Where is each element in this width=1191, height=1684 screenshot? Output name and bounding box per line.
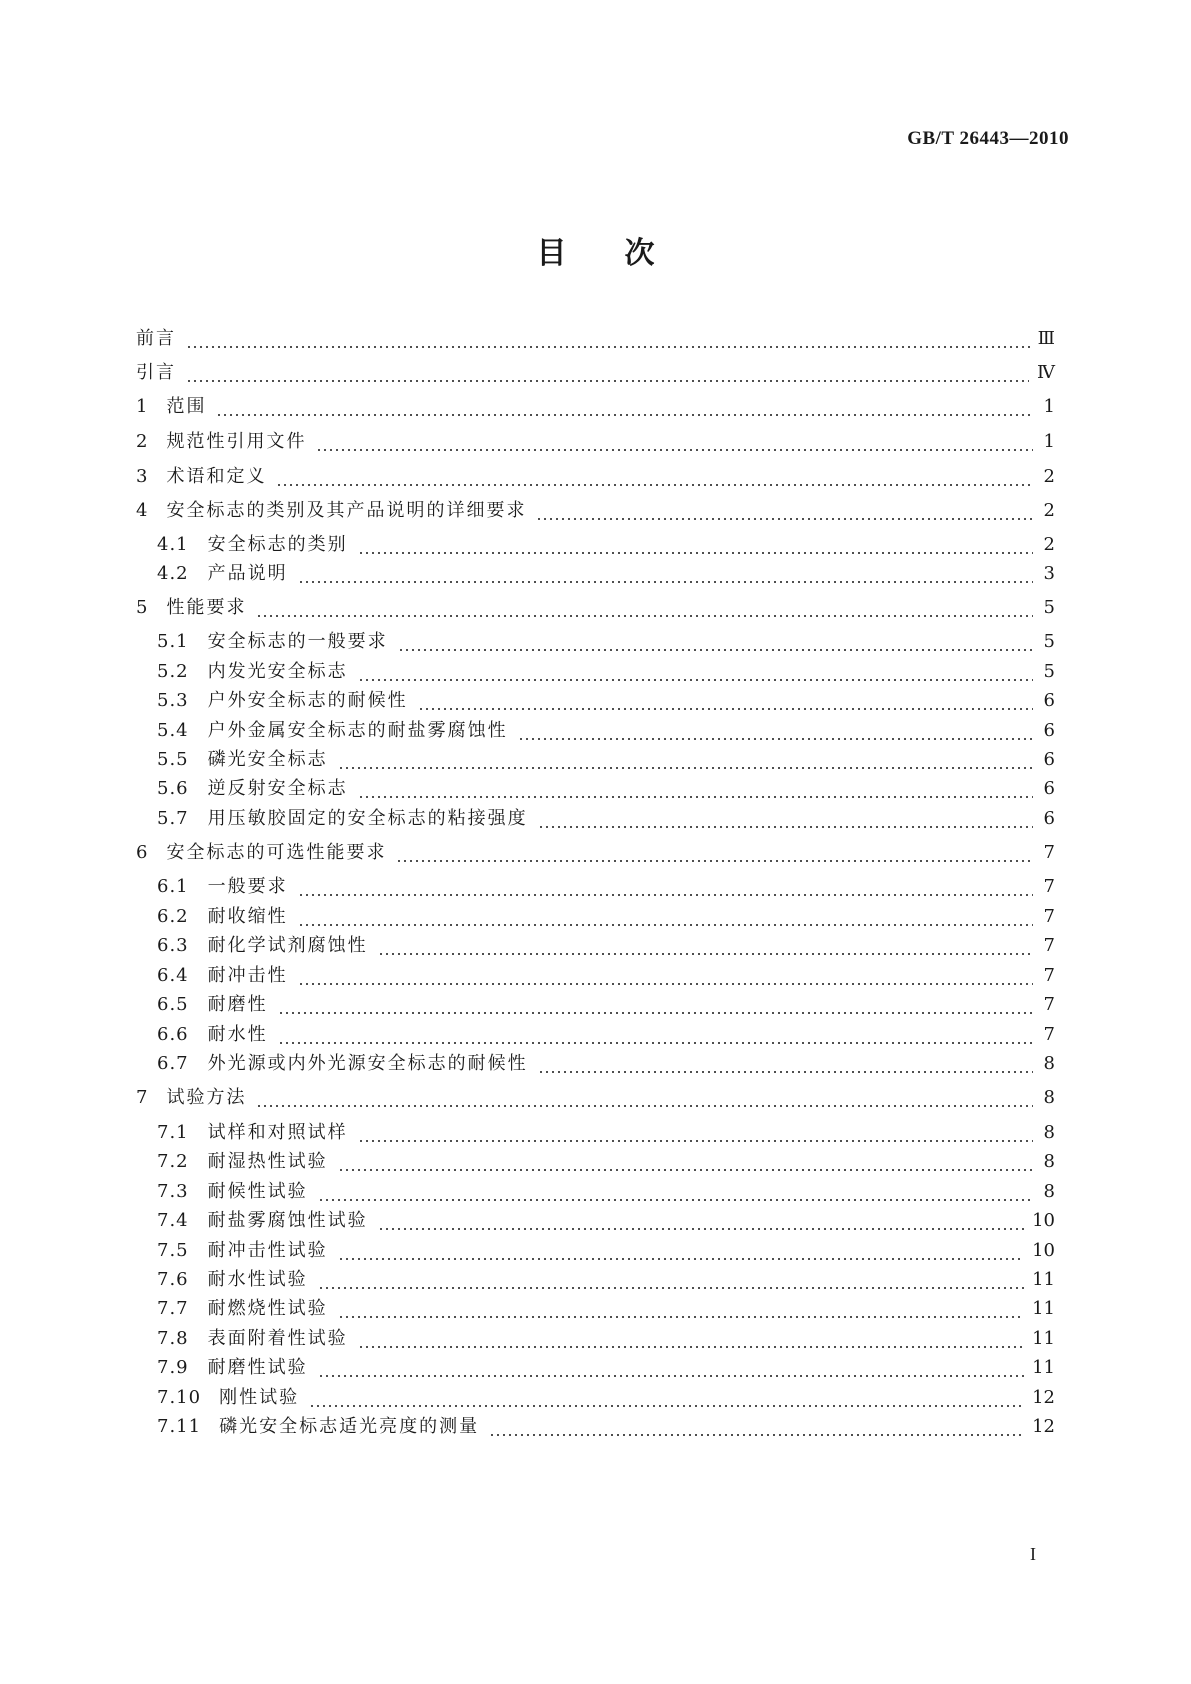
toc-page-number: 8 [1043,1053,1055,1074]
toc-section-number: 7.3 [157,1181,189,1202]
toc-page-number: 7 [1043,965,1055,986]
toc-section-title: 磷光安全标志 [207,749,328,770]
toc-dot-leader [338,1158,1033,1172]
toc-dot-leader [278,1031,1033,1045]
toc-section-title: 安全标志的类别及其产品说明的详细要求 [166,500,527,521]
toc-page-number: 6 [1043,749,1055,770]
toc-page-number: 6 [1043,778,1055,799]
toc-section-number: 5.6 [157,778,189,799]
toc-dot-leader [378,942,1033,956]
toc-section-number: 2 [136,431,149,452]
toc-page-number: 7 [1043,994,1055,1015]
toc-dot-leader [298,972,1033,986]
toc-page-number: 1 [1043,431,1055,452]
toc-page-number: 7 [1043,906,1055,927]
toc-dot-leader [536,507,1033,521]
toc-section-number: 7.7 [157,1298,189,1319]
toc-section-title: 表面附着性试验 [207,1328,348,1349]
toc-section-number: 7 [136,1087,149,1108]
toc-section-number: 5 [136,597,149,618]
toc-section-number: 5.2 [157,661,189,682]
toc-entry[interactable] [157,718,1055,744]
toc-section-title: 耐水性试验 [207,1269,308,1290]
toc-page-number: 7 [1043,935,1055,956]
toc-dot-leader [186,369,1029,383]
toc-section-number: 6.3 [157,935,189,956]
toc-section-title: 引言 [136,362,176,383]
toc-page-number: 6 [1043,690,1055,711]
toc-section-title: 范围 [166,396,207,417]
toc-dot-leader [378,1217,1024,1231]
toc-dot-leader [316,438,1033,452]
toc-entry[interactable] [157,659,1055,685]
toc-entry[interactable] [136,326,1055,352]
toc-section-title: 规范性引用文件 [166,431,307,452]
toc-page-number: 7 [1043,1024,1055,1045]
toc-page-number: 8 [1043,1181,1055,1202]
toc-entry[interactable] [136,360,1055,386]
toc-dot-leader [338,756,1033,770]
toc-page-number: 11 [1032,1269,1055,1290]
toc-section-number: 6.2 [157,906,189,927]
toc-section-title: 耐燃烧性试验 [207,1298,328,1319]
toc-page-number: 8 [1043,1151,1055,1172]
toc-dot-leader [418,697,1033,711]
toc-page-number: 6 [1043,720,1055,741]
toc-dot-leader [318,1188,1033,1202]
toc-entry[interactable] [157,1267,1055,1293]
toc-page-number: 5 [1043,661,1055,682]
toc-dot-leader [216,403,1033,417]
toc-dot-leader [256,1094,1033,1108]
toc-section-number: 7.2 [157,1151,189,1172]
toc-entry[interactable] [157,904,1055,930]
toc-section-title: 安全标志的可选性能要求 [166,842,387,863]
toc-page-number: 8 [1043,1087,1055,1108]
toc-section-title: 刚性试验 [219,1387,300,1408]
toc-dot-leader [298,883,1033,897]
toc-section-title: 外光源或内外光源安全标志的耐候性 [207,1053,528,1074]
toc-page-number: 7 [1043,842,1055,863]
toc-section-title: 安全标志的一般要求 [207,631,388,652]
toc-entry[interactable] [157,776,1055,802]
toc-section-number: 1 [136,396,149,417]
toc-entry[interactable] [157,1238,1055,1264]
toc-page-number: 1 [1043,396,1055,417]
toc-page-number: 12 [1032,1416,1055,1437]
toc-section-title: 用压敏胶固定的安全标志的粘接强度 [207,808,528,829]
toc-dot-leader [318,1276,1024,1290]
toc-dot-leader [518,727,1033,741]
toc-entry[interactable] [157,1385,1055,1411]
toc-entry[interactable] [136,1085,1055,1111]
toc-entry[interactable] [157,688,1055,714]
toc-dot-leader [256,604,1033,618]
toc-section-title: 内发光安全标志 [207,661,348,682]
toc-dot-leader [538,815,1033,829]
toc-section-number: 7.5 [157,1240,189,1261]
toc-section-title: 安全标志的类别 [207,534,348,555]
toc-section-number: 6.4 [157,965,189,986]
toc-section-number: 5.5 [157,749,189,770]
toc-dot-leader [278,1001,1033,1015]
toc-section-number: 7.10 [157,1387,202,1408]
toc-section-number: 6.6 [157,1024,189,1045]
toc-dot-leader [538,1060,1033,1074]
toc-section-number: 7.4 [157,1210,189,1231]
toc-section-number: 4.1 [157,534,189,555]
toc-section-number: 6.5 [157,994,189,1015]
toc-entry[interactable] [136,498,1055,524]
toc-page-number: Ⅲ [1037,328,1055,349]
toc-section-number: 5.3 [157,690,189,711]
toc-section-number: 7.9 [157,1357,189,1378]
toc-entry[interactable] [157,561,1055,587]
toc-page-number: 6 [1043,808,1055,829]
toc-section-number: 6.1 [157,876,189,897]
toc-entry[interactable] [157,1179,1055,1205]
toc-dot-leader [358,668,1033,682]
toc-dot-leader [338,1247,1024,1261]
toc-page-number: 2 [1043,500,1055,521]
toc-entry[interactable] [157,747,1055,773]
toc-page-number: 10 [1032,1240,1055,1261]
toc-dot-leader [276,473,1033,487]
toc-dot-leader [398,638,1033,652]
toc-entry[interactable] [136,595,1055,621]
toc-dot-leader [186,335,1030,349]
toc-section-title: 耐磨性 [207,994,268,1015]
toc-section-title: 户外安全标志的耐候性 [207,690,408,711]
toc-section-title: 耐候性试验 [207,1181,308,1202]
toc-entry[interactable] [157,874,1055,900]
toc-section-title: 耐冲击性试验 [207,1240,328,1261]
toc-entry[interactable] [136,464,1055,490]
toc-section-title: 户外金属安全标志的耐盐雾腐蚀性 [207,720,508,741]
toc-page-number: 11 [1032,1328,1055,1349]
toc-section-title: 逆反射安全标志 [207,778,348,799]
toc-section-title: 耐冲击性 [207,965,288,986]
page-title: 目次 [536,236,713,271]
toc-entry[interactable] [157,1355,1055,1381]
toc-entry[interactable] [157,806,1055,832]
toc-section-title: 试验方法 [166,1087,247,1108]
toc-dot-leader [358,1335,1024,1349]
toc-section-title: 耐磨性试验 [207,1357,308,1378]
toc-entry[interactable] [157,1208,1055,1234]
toc-section-title: 产品说明 [207,563,288,584]
toc-dot-leader [298,570,1033,584]
toc-section-number: 7.1 [157,1122,189,1143]
toc-entry[interactable] [157,1022,1055,1048]
toc-entry[interactable] [136,394,1055,420]
toc-page-number: 11 [1032,1298,1055,1319]
toc-dot-leader [358,1129,1033,1143]
toc-dot-leader [298,913,1033,927]
toc-entry[interactable] [157,992,1055,1018]
toc-section-number: 7.6 [157,1269,189,1290]
page-number: I [1030,1544,1036,1564]
toc-section-title: 耐化学试剂腐蚀性 [207,935,368,956]
toc-section-title: 一般要求 [207,876,288,897]
toc-section-title: 试样和对照试样 [207,1122,348,1143]
toc-section-number: 5.1 [157,631,189,652]
toc-entry[interactable] [157,1414,1055,1440]
toc-section-title: 耐湿热性试验 [207,1151,328,1172]
toc-entry[interactable] [157,1326,1055,1352]
toc-dot-leader [338,1305,1024,1319]
toc-entry[interactable] [136,429,1055,455]
toc-page-number: 5 [1043,597,1055,618]
toc-page-number: 10 [1032,1210,1055,1231]
toc-section-title: 术语和定义 [166,466,267,487]
toc-page-number: 2 [1043,534,1055,555]
toc-section-number: 6.7 [157,1053,189,1074]
toc-dot-leader [318,1364,1024,1378]
toc-entry[interactable] [157,963,1055,989]
standard-number: GB/T 26443—2010 [907,128,1069,149]
toc-entry[interactable] [157,1296,1055,1322]
toc-entry[interactable] [157,532,1055,558]
toc-entry[interactable] [157,933,1055,959]
toc-section-title: 耐收缩性 [207,906,288,927]
toc-section-number: 7.8 [157,1328,189,1349]
toc-section-title: 磷光安全标志适光亮度的测量 [219,1416,480,1437]
toc-dot-leader [396,849,1033,863]
toc-section-title: 性能要求 [166,597,247,618]
toc-section-number: 6 [136,842,149,863]
toc-entry[interactable] [136,840,1055,866]
toc-section-title: 耐盐雾腐蚀性试验 [207,1210,368,1231]
toc-section-title: 耐水性 [207,1024,268,1045]
toc-dot-leader [358,541,1033,555]
toc-entry[interactable] [157,1051,1055,1077]
toc-section-number: 4.2 [157,563,189,584]
toc-dot-leader [358,785,1033,799]
toc-section-number: 5.4 [157,720,189,741]
toc-entry[interactable] [157,1149,1055,1175]
toc-page-number: 8 [1043,1122,1055,1143]
toc-dot-leader [489,1423,1024,1437]
toc-page-number: Ⅳ [1037,362,1055,383]
toc-section-number: 5.7 [157,808,189,829]
toc-page-number: 3 [1043,563,1055,584]
toc-entry[interactable] [157,629,1055,655]
toc-section-number: 7.11 [157,1416,202,1437]
toc-section-title: 前言 [136,328,176,349]
toc-page-number: 7 [1043,876,1055,897]
toc-section-number: 3 [136,466,149,487]
toc-page-number: 5 [1043,631,1055,652]
toc-page-number: 12 [1032,1387,1055,1408]
toc-section-number: 4 [136,500,149,521]
toc-dot-leader [309,1394,1024,1408]
toc-page-number: 2 [1043,466,1055,487]
toc-page-number: 11 [1032,1357,1055,1378]
toc-entry[interactable] [157,1120,1055,1146]
